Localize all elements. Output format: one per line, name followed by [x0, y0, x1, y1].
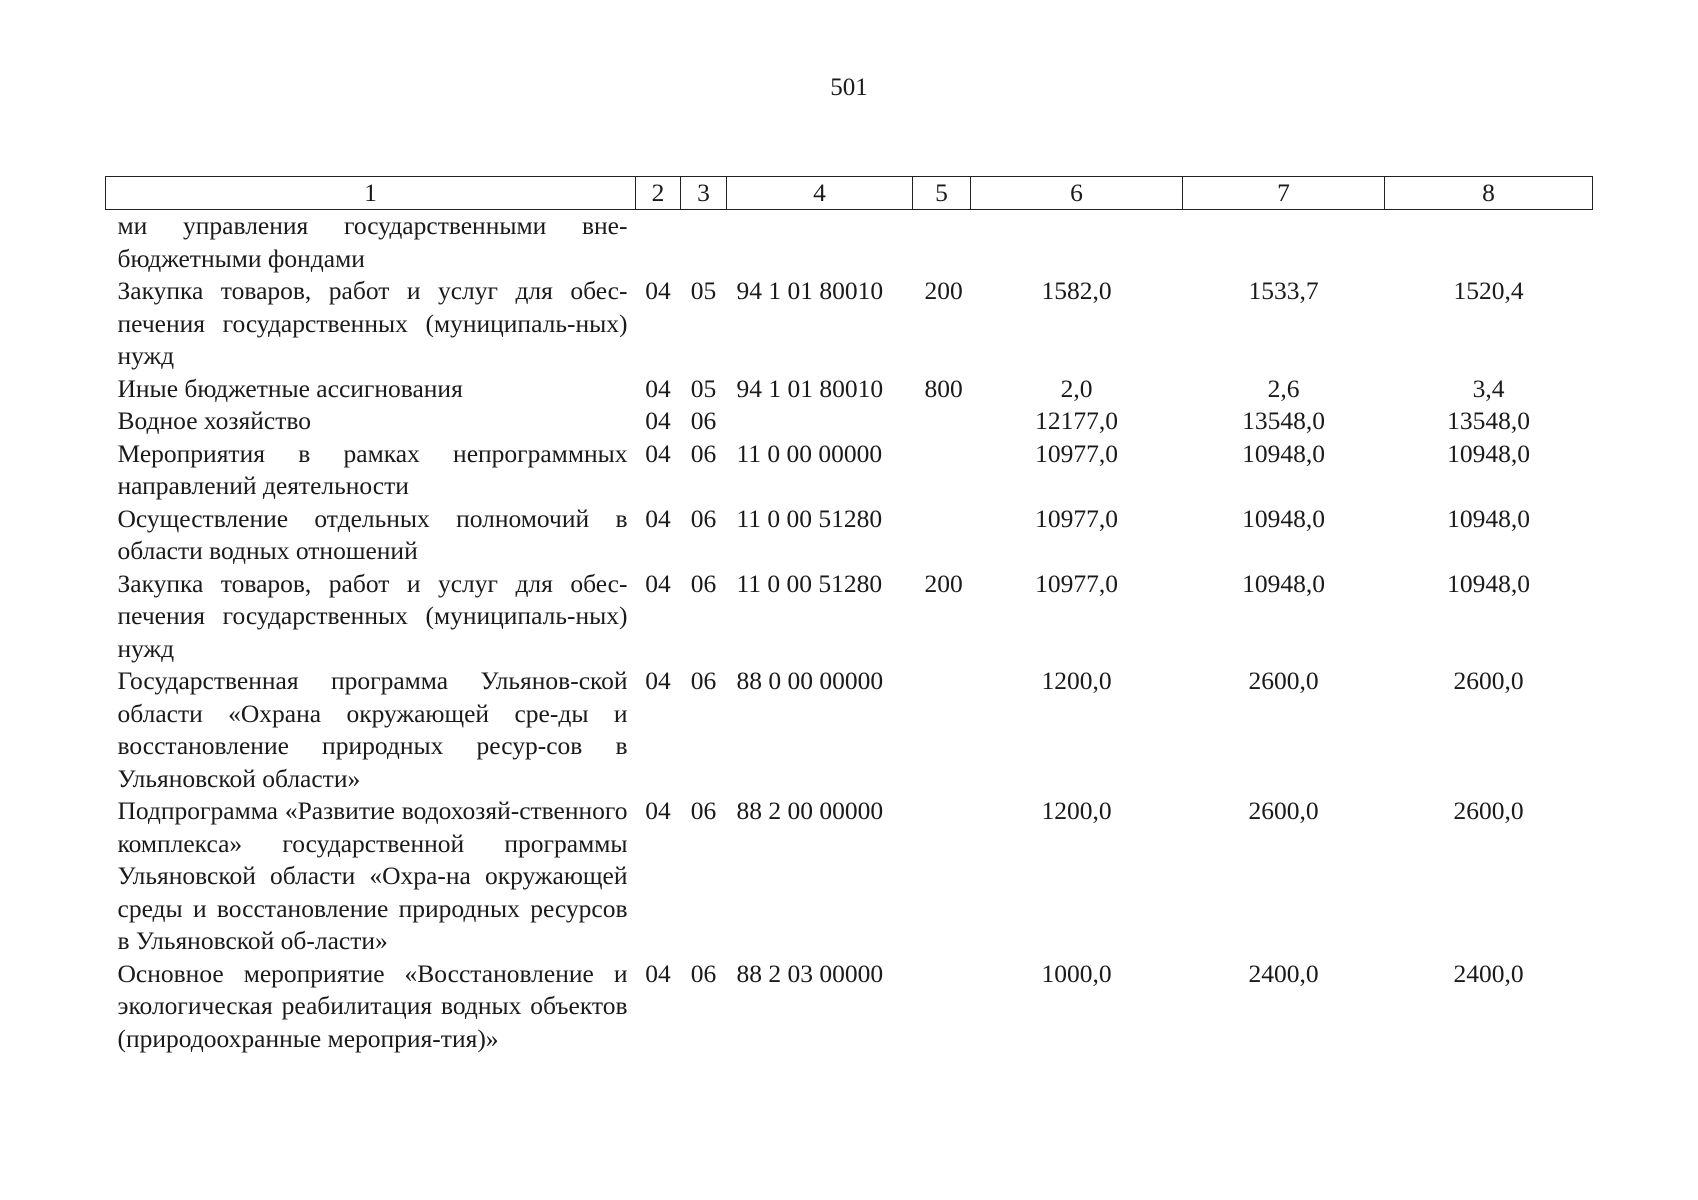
- row-target-article: 88 2 00 00000: [736, 796, 884, 825]
- table-row: [106, 795, 1593, 958]
- row-name: Подпрограмма «Развитие водохозяй-ственного комплекса» государственной программы Ульяновской области «Охра-на окружающей среды и восстановление природных ресурсов в Ульяновской об-ласти»: [117, 796, 628, 955]
- row-amount-col7: 13548,0: [1242, 406, 1325, 435]
- header-row: [106, 177, 1593, 210]
- row-target-article: 88 0 00 00000: [736, 666, 884, 695]
- table-row: [106, 275, 1593, 373]
- row-name: Закупка товаров, работ и услуг для обес-печения государственных (муниципаль-ных) нужд: [117, 568, 628, 663]
- row-amount-col6: [971, 210, 1183, 276]
- row-name: Основное мероприятие «Восстановление и экологическая реабилитация водных объектов (природоохранные мероприя-тия)»: [117, 958, 628, 1053]
- row-target-article: 94 1 01 80010: [736, 373, 884, 403]
- row-amount-col6: 10977,0: [1035, 568, 1118, 598]
- row-expense-type: [913, 405, 971, 438]
- row-amount-col8: 10948,0: [1447, 503, 1530, 533]
- row-amount-col7: 10948,0: [1242, 568, 1325, 598]
- budget-table: [105, 176, 1593, 1055]
- row-amount-col8: 2400,0: [1453, 958, 1524, 988]
- row-amount-col6: 1000,0: [1041, 958, 1112, 988]
- row-amount-col7: 1533,7: [1248, 276, 1319, 305]
- row-target-article: [727, 405, 913, 438]
- row-name: Иные бюджетные ассигнования: [117, 373, 463, 403]
- row-target-article: 11 0 00 51280: [736, 568, 883, 598]
- row-amount-col6: 1200,0: [1041, 666, 1112, 695]
- row-target-article: [727, 210, 913, 276]
- table-row: [106, 405, 1593, 438]
- row-amount-col6: 10977,0: [1035, 503, 1118, 533]
- page-number: 501: [830, 74, 868, 101]
- row-expense-type: [913, 503, 971, 568]
- table-row: [106, 958, 1593, 1056]
- row-name: Водное хозяйство: [117, 406, 311, 435]
- row-amount-col6: 1582,0: [1041, 276, 1112, 305]
- row-amount-col6: 1200,0: [1041, 796, 1112, 825]
- row-name: ми управления государственными вне-бюджетными фондами: [117, 211, 628, 273]
- row-section: 04: [645, 406, 671, 435]
- row-expense-type: [913, 438, 971, 503]
- row-expense-type: [913, 795, 971, 958]
- row-section: 04: [645, 373, 671, 403]
- header-col-8: 8: [1385, 177, 1593, 210]
- row-subsection: 06: [690, 958, 717, 988]
- row-section: 04: [645, 958, 671, 988]
- row-amount-col7: 10948,0: [1242, 438, 1325, 468]
- row-amount-col7: [1183, 210, 1385, 276]
- row-name: Закупка товаров, работ и услуг для обес-печения государственных (муниципаль-ных) нужд: [117, 276, 628, 370]
- row-amount-col8: 10948,0: [1447, 568, 1530, 598]
- row-expense-type: 200: [924, 568, 963, 598]
- row-expense-type: [913, 958, 971, 1056]
- row-section: 04: [645, 796, 671, 825]
- row-amount-col8: [1385, 210, 1593, 276]
- row-amount-col8: 2600,0: [1453, 666, 1524, 695]
- row-amount-col6: 10977,0: [1035, 438, 1118, 468]
- header-col-1: 1: [106, 177, 636, 210]
- row-section: [636, 210, 681, 276]
- row-subsection: 06: [690, 568, 717, 598]
- row-name: Мероприятия в рамках непрограммных направлений деятельности: [117, 438, 628, 500]
- row-section: 04: [645, 276, 671, 305]
- table-row: [106, 665, 1593, 795]
- row-amount-col8: 2600,0: [1453, 796, 1524, 825]
- row-subsection: 05: [690, 276, 717, 305]
- row-name: Осуществление отдельных полномочий в области водных отношений: [117, 503, 628, 565]
- row-target-article: 94 1 01 80010: [736, 276, 884, 305]
- table-body: [106, 210, 1593, 1056]
- row-section: 04: [645, 503, 671, 533]
- row-amount-col8: 3,4: [1472, 373, 1505, 403]
- row-expense-type: 800: [924, 373, 963, 403]
- row-amount-col6: 2,0: [1060, 373, 1093, 403]
- row-target-article: 11 0 00 00000: [736, 438, 883, 468]
- header-col-5: 5: [913, 177, 971, 210]
- row-amount-col6: 12177,0: [1035, 406, 1118, 435]
- row-amount-col7: 2400,0: [1248, 958, 1319, 988]
- row-amount-col8: 13548,0: [1447, 406, 1530, 435]
- row-amount-col8: 1520,4: [1453, 276, 1524, 305]
- header-col-4: 4: [727, 177, 913, 210]
- row-amount-col7: 10948,0: [1242, 503, 1325, 533]
- row-name: Государственная программа Ульянов-ской области «Охрана окружающей сре-ды и восстановление природных ресур-сов в Ульяновской области»: [117, 666, 628, 793]
- row-expense-type: [913, 210, 971, 276]
- row-subsection: 06: [690, 796, 717, 825]
- header-col-3: 3: [681, 177, 727, 210]
- row-amount-col7: 2600,0: [1248, 796, 1319, 825]
- row-subsection: 06: [690, 406, 717, 435]
- row-subsection: 06: [690, 438, 717, 468]
- row-section: 04: [645, 438, 671, 468]
- row-expense-type: 200: [924, 276, 963, 305]
- table-row: [106, 438, 1593, 503]
- row-target-article: 11 0 00 51280: [736, 503, 883, 533]
- row-amount-col7: 2,6: [1267, 373, 1300, 403]
- row-subsection: [681, 210, 727, 276]
- table-row: [106, 503, 1593, 568]
- row-amount-col8: 10948,0: [1447, 438, 1530, 468]
- row-subsection: 06: [690, 503, 717, 533]
- row-expense-type: [913, 665, 971, 795]
- row-subsection: 05: [690, 373, 717, 403]
- table-row: [106, 568, 1593, 666]
- header-col-7: 7: [1183, 177, 1385, 210]
- table-row: [106, 210, 1593, 276]
- row-target-article: 88 2 03 00000: [736, 958, 884, 988]
- row-amount-col7: 2600,0: [1248, 666, 1319, 695]
- row-subsection: 06: [690, 666, 717, 695]
- row-section: 04: [645, 568, 671, 598]
- row-section: 04: [645, 666, 671, 695]
- header-col-2: 2: [636, 177, 681, 210]
- header-col-6: 6: [971, 177, 1183, 210]
- table-row: [106, 373, 1593, 406]
- table-header: [106, 177, 1593, 210]
